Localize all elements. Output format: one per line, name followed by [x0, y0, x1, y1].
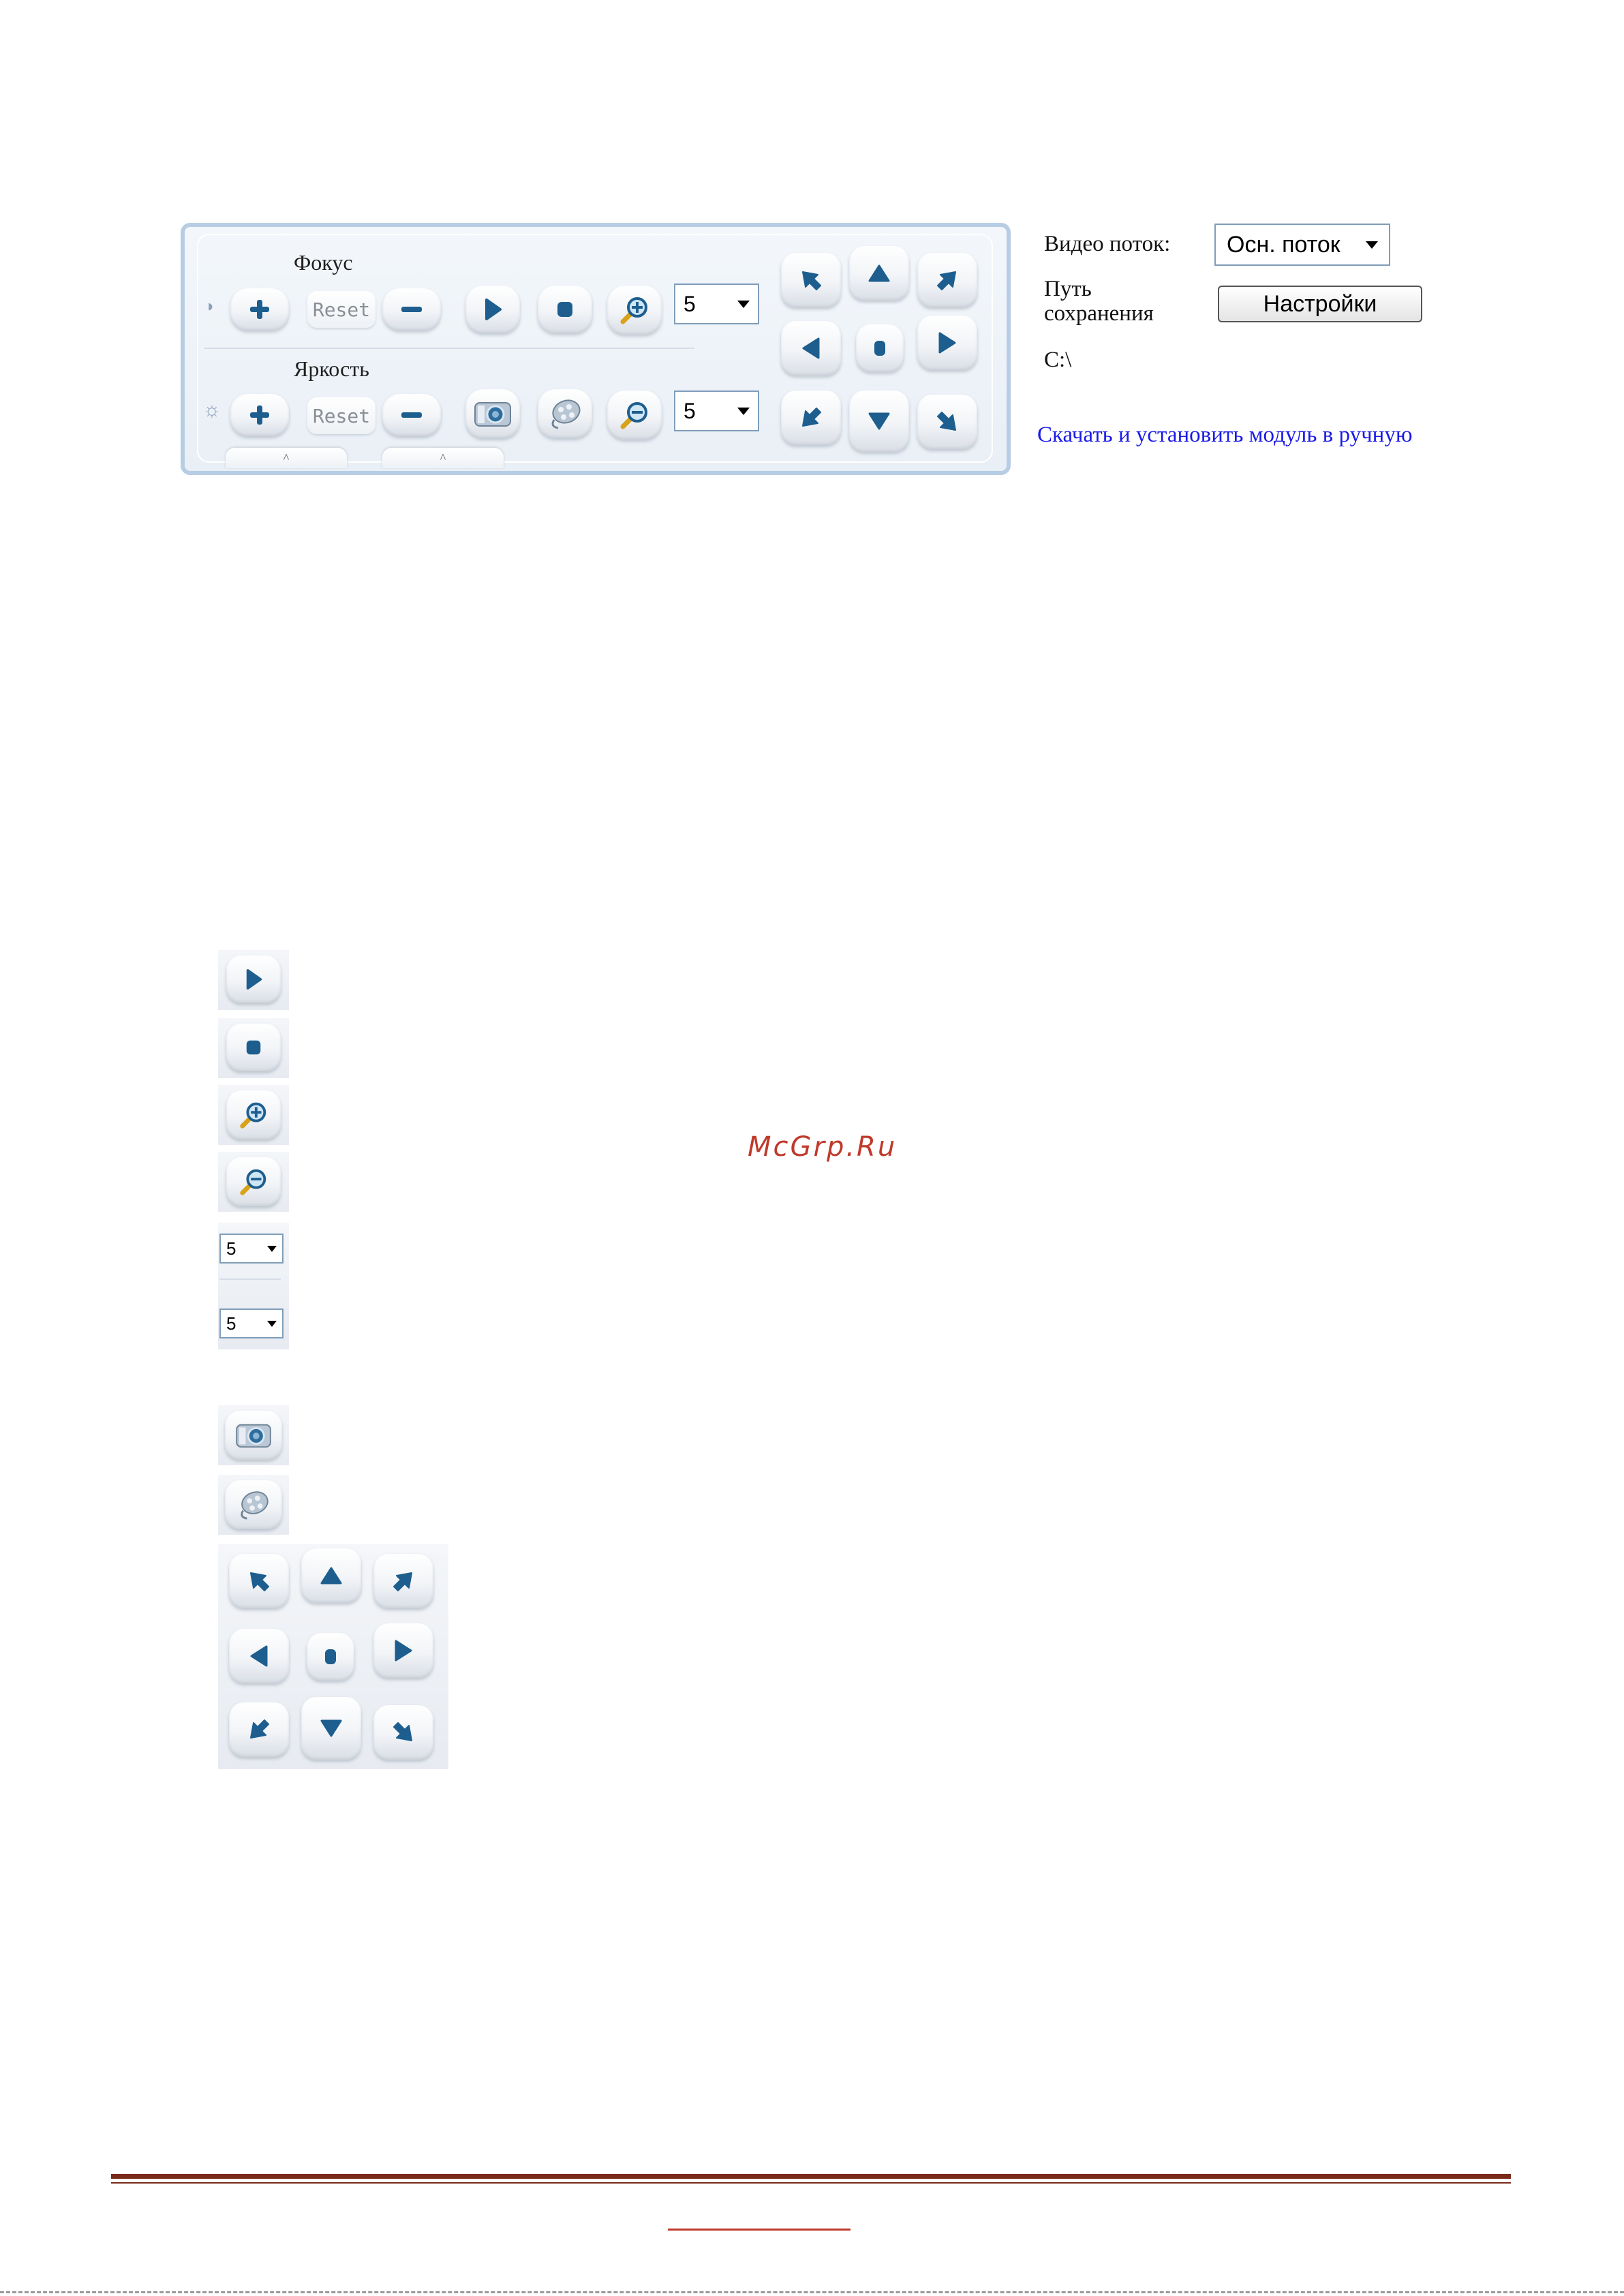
legend-divider: [219, 1279, 281, 1280]
ptz-down-button[interactable]: [849, 391, 909, 452]
legend-zoom-out-tile: [218, 1152, 289, 1212]
legend-ptz-pad-tile: [218, 1544, 448, 1769]
video-stream-select[interactable]: [1214, 224, 1390, 266]
arrow-up-icon: [868, 263, 891, 284]
ptz-up-left-button[interactable]: [781, 253, 841, 307]
arrow-up-icon: [320, 1565, 343, 1586]
focus-speed-select[interactable]: [674, 284, 759, 324]
chevron-up-icon: ^: [440, 450, 446, 465]
ptz-left-button[interactable]: [781, 321, 841, 376]
zoom-in-button[interactable]: [607, 286, 662, 335]
save-path-label: [1044, 277, 1154, 326]
zoom-out-button[interactable]: [607, 391, 662, 440]
stop-icon: [555, 299, 575, 320]
chevron-down-icon: [737, 301, 750, 308]
arrow-right-icon: [937, 331, 957, 354]
zoom-in-icon: [617, 293, 652, 327]
arrow-up-right-icon: [391, 1569, 416, 1593]
arrow-down-left-icon: [799, 405, 823, 430]
camera-icon: [472, 399, 513, 429]
legend-ptz-center: [307, 1633, 354, 1681]
legend-zoom-out-button: [226, 1157, 281, 1206]
zoom-in-icon: [237, 1099, 270, 1131]
focus-minus-button[interactable]: [382, 288, 441, 331]
legend-speed-select-tile: [218, 1223, 289, 1349]
legend-zoom-in-button: [226, 1090, 281, 1139]
arrow-left-icon: [249, 1644, 269, 1668]
save-path-value: C:\: [1044, 348, 1072, 372]
legend-snapshot-button: [225, 1411, 282, 1460]
row-divider: [204, 348, 694, 349]
arrow-down-left-icon: [247, 1717, 271, 1742]
legend-ptz-down-left: [229, 1702, 289, 1757]
play-button[interactable]: [465, 286, 520, 333]
arrow-down-icon: [868, 411, 891, 431]
footer-rule-thick: [111, 2174, 1511, 2179]
brightness-reset-button[interactable]: Reset: [307, 397, 376, 434]
brightness-minus-button[interactable]: [382, 394, 441, 436]
video-stream-value: Осн. поток: [1227, 231, 1340, 258]
legend-ptz-up-right: [373, 1554, 433, 1608]
legend-record-button: [225, 1480, 282, 1529]
legend-play-button: [226, 955, 281, 1003]
contrast-icon: ◑: [204, 298, 214, 316]
focus-reset-button[interactable]: Reset: [307, 291, 376, 328]
chevron-down-icon: [1366, 241, 1378, 249]
legend-snapshot-tile: [218, 1405, 289, 1465]
chevron-up-icon: ^: [283, 450, 290, 465]
brightness-speed-select[interactable]: [674, 391, 759, 431]
legend-zoom-in-tile: [218, 1085, 289, 1145]
arrow-up-left-icon: [799, 268, 823, 292]
arrow-down-right-icon: [391, 1720, 416, 1745]
arrow-right-icon: [393, 1639, 414, 1662]
plus-icon: [248, 403, 271, 427]
ptz-center-button[interactable]: [856, 324, 904, 372]
camera-icon: [234, 1421, 273, 1450]
brightness-plus-button[interactable]: [230, 394, 289, 436]
save-path-label-line1: Путь: [1044, 277, 1092, 301]
page-bottom-dashed-edge: [0, 2291, 1624, 2293]
legend-ptz-down-right: [373, 1705, 433, 1760]
legend-ptz-right: [373, 1623, 433, 1678]
legend-speed-value-1: 5: [226, 1238, 236, 1259]
legend-speed-select-1: [219, 1234, 284, 1264]
stop-icon: [872, 339, 887, 358]
save-path-label-line2: сохранения: [1044, 301, 1154, 326]
legend-record-tile: [218, 1475, 289, 1535]
stop-icon: [244, 1038, 263, 1057]
zoom-out-icon: [237, 1165, 270, 1198]
stop-button[interactable]: [538, 286, 592, 333]
record-button[interactable]: [538, 389, 592, 438]
chevron-down-icon: [267, 1321, 277, 1327]
arrow-down-right-icon: [935, 410, 960, 434]
ptz-direction-pad: [767, 239, 989, 457]
legend-ptz-left: [229, 1629, 289, 1683]
watermark-text: McGrp.Ru: [748, 1131, 898, 1163]
stop-icon: [323, 1647, 338, 1666]
collapse-tab-right[interactable]: [382, 448, 504, 468]
ptz-down-right-button[interactable]: [917, 395, 977, 449]
film-reel-icon: [546, 397, 584, 431]
footer-page-underline: [668, 2229, 851, 2231]
focus-speed-value: 5: [684, 291, 696, 316]
ptz-up-right-button[interactable]: [917, 253, 977, 307]
focus-title: Фокус: [294, 250, 353, 275]
ptz-control-panel: [181, 223, 1011, 475]
play-icon: [244, 968, 263, 990]
minus-icon: [400, 305, 423, 313]
arrow-up-left-icon: [247, 1569, 271, 1593]
brightness-speed-value: 5: [684, 398, 696, 423]
film-reel-icon: [235, 1488, 272, 1521]
arrow-left-icon: [801, 337, 821, 360]
legend-ptz-down: [301, 1697, 361, 1760]
settings-button[interactable]: Настройки: [1218, 286, 1422, 322]
arrow-down-icon: [320, 1718, 343, 1739]
legend-ptz-up-left: [229, 1554, 289, 1608]
video-stream-label: Видео поток:: [1044, 232, 1171, 256]
minus-icon: [400, 411, 423, 419]
legend-play-tile: [218, 950, 289, 1010]
download-module-link[interactable]: Скачать и установить модуль в ручную: [1037, 423, 1413, 447]
legend-ptz-up: [301, 1548, 361, 1603]
chevron-down-icon: [267, 1246, 277, 1252]
ptz-right-button[interactable]: [917, 316, 977, 370]
footer-rule-thin: [111, 2182, 1511, 2184]
legend-speed-select-2: [219, 1308, 284, 1338]
arrow-up-right-icon: [935, 268, 960, 292]
ptz-down-left-button[interactable]: [781, 391, 841, 445]
collapse-tab-left[interactable]: [226, 448, 347, 468]
chevron-down-icon: [737, 408, 750, 415]
focus-plus-button[interactable]: [230, 288, 289, 331]
ptz-up-button[interactable]: [849, 246, 909, 301]
zoom-out-icon: [617, 398, 652, 432]
legend-stop-tile: [218, 1018, 289, 1078]
snapshot-button[interactable]: [465, 389, 520, 438]
plus-icon: [248, 298, 271, 321]
sun-icon: ☼: [202, 399, 221, 421]
play-icon: [482, 298, 503, 321]
legend-speed-value-2: 5: [226, 1313, 236, 1334]
legend-stop-button: [226, 1024, 281, 1071]
brightness-title: Яркость: [294, 356, 369, 381]
